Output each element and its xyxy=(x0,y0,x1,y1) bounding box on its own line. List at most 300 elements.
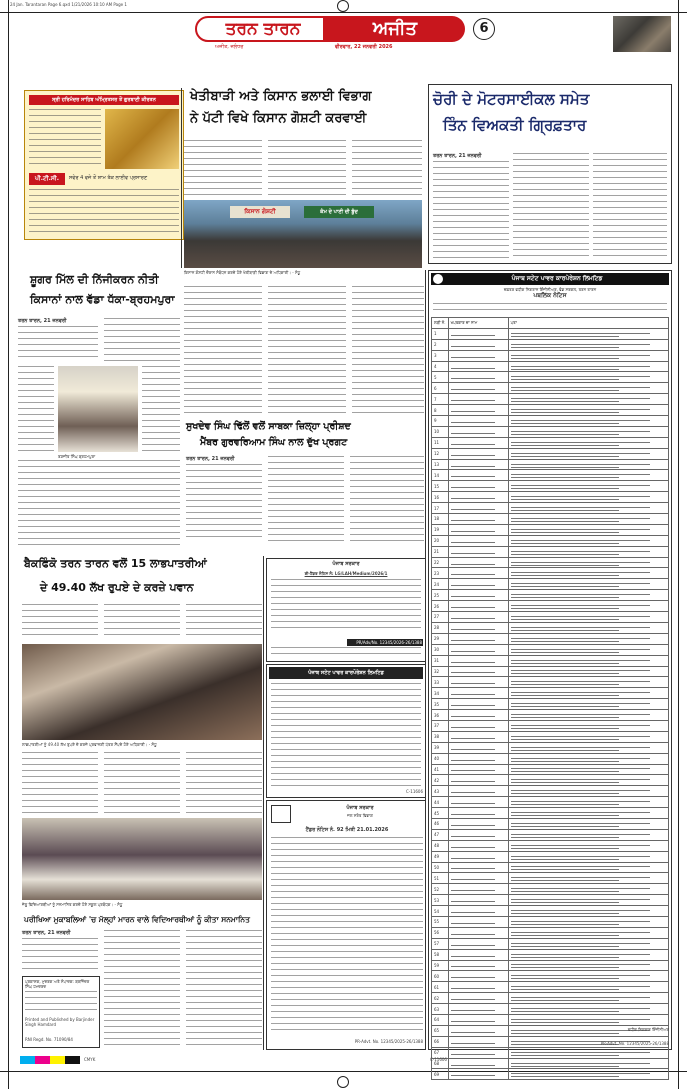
pspcl-row-name xyxy=(448,1036,508,1047)
pspcl-row-name xyxy=(448,448,508,459)
promo-title: ਸ੍ਰੀ ਹਰਿਮੰਦਰ ਸਾਹਿਬ ਅੰਮ੍ਰਿਤਸਰ ਤੋਂ ਗੁਰਬਾਣੀ ਕੀਰਤਨ xyxy=(29,95,179,105)
pspcl-row-address xyxy=(508,699,668,710)
pspcl-table-row xyxy=(432,699,669,710)
promo-more-text xyxy=(29,189,179,235)
theft-story-box xyxy=(428,84,672,264)
pspcl-row-serial: 33 xyxy=(432,677,449,688)
pspcl-row-serial: 14 xyxy=(432,470,449,481)
pspcl-row-name xyxy=(448,916,508,927)
pspcl-row-address xyxy=(508,372,668,383)
pspcl-table-row xyxy=(432,481,669,492)
pspcl-row-serial: 30 xyxy=(432,644,449,655)
pspcl-row-serial: 51 xyxy=(432,873,449,884)
pspcl-table-row xyxy=(432,851,669,862)
pspcl-row-address xyxy=(508,895,668,906)
pspcl-row-serial: 27 xyxy=(432,612,449,623)
golden-temple-photo xyxy=(105,109,179,169)
farmers-col-1 xyxy=(184,140,262,198)
pspcl-row-name xyxy=(448,742,508,753)
pspcl-row-serial: 38 xyxy=(432,731,449,742)
pspcl-row-serial: 52 xyxy=(432,884,449,895)
pspcl-row-name xyxy=(448,328,508,339)
pspcl-row-name xyxy=(448,982,508,993)
pspcl-row-serial: 5 xyxy=(432,372,449,383)
pspcl-row-serial: 47 xyxy=(432,829,449,840)
pspcl-row-address xyxy=(508,514,668,525)
pspcl-row-address xyxy=(508,916,668,927)
pspcl-row-name xyxy=(448,1004,508,1015)
pspcl-row-address xyxy=(508,982,668,993)
tender-1-notice: ਈ-ਟੈਂਡਰ ਨੋਟਿਸ ਨੰ: LG/LAH/Medium/2026/1 xyxy=(304,571,388,576)
pspcl-row-name xyxy=(448,503,508,514)
pspcl-row-name xyxy=(448,622,508,633)
sugar-headline-2: ਕਿਸਾਨਾਂ ਨਾਲ ਵੱਡਾ ਧੱਕਾ-ਬ੍ਰਹਮਪੁਰਾ xyxy=(30,293,175,306)
pspcl-row-address xyxy=(508,960,668,971)
pspcl-row-serial: 21 xyxy=(432,546,449,557)
pspcl-row-address xyxy=(508,1069,668,1080)
theft-headline-1: ਚੋਰੀ ਦੇ ਮੋਟਰਸਾਈਕਲ ਸਮੇਤ xyxy=(433,90,590,108)
pspcl-row-name xyxy=(448,862,508,873)
pspcl-table-row xyxy=(432,633,669,644)
column-rule-2 xyxy=(263,556,264,1050)
masthead-photo xyxy=(613,16,671,52)
pspcl-row-serial: 19 xyxy=(432,524,449,535)
farmers-photo xyxy=(184,200,422,268)
pspcl-row-address xyxy=(508,622,668,633)
pspcl-table-row xyxy=(432,873,669,884)
imprint-line-2: Printed and Published by Barjinder Singh Hamdard xyxy=(25,1017,95,1027)
bank-col-4 xyxy=(22,752,98,814)
pspcl-table-row xyxy=(432,775,669,786)
pspcl-table-row xyxy=(432,601,669,612)
pspcl-row-address xyxy=(508,971,668,982)
pspcl-row-serial: 56 xyxy=(432,927,449,938)
bank-col-5 xyxy=(104,752,180,814)
govt-tender-ad-1 xyxy=(266,558,426,662)
pspcl-table-row xyxy=(432,731,669,742)
pspcl-row-name xyxy=(448,546,508,557)
condolence-headline-2: ਮੈਂਬਰ ਗੁਰਵਰਿਆਮ ਸਿੰਘ ਨਾਲ ਦੁੱਖ ਪ੍ਰਗਟ xyxy=(200,437,348,448)
pspcl-row-serial: 40 xyxy=(432,753,449,764)
sugar-col-bottom xyxy=(18,460,180,550)
theft-headline-2: ਤਿੰਨ ਵਿਅਕਤੀ ਗ੍ਰਿਫ਼ਤਾਰ xyxy=(443,116,587,134)
pspcl-table-row xyxy=(432,535,669,546)
pspcl-row-address xyxy=(508,546,668,557)
pspcl-row-name xyxy=(448,568,508,579)
pspcl-row-address xyxy=(508,873,668,884)
pspcl-col-header-2: ਖਪਤਕਾਰ ਦਾ ਨਾਮ xyxy=(448,318,508,329)
pspcl-table-row xyxy=(432,1069,669,1080)
pspcl-small-ad xyxy=(266,664,426,798)
tender-2-dept: ਜਲ ਸਰੋਤ ਵਿਭਾਗ xyxy=(347,813,373,818)
pspcl-subtitle: ਦਫ਼ਤਰ ਵਧੀਕ ਨਿਗਰਾਨ ਇੰਜੀਨੀਅਰ, ਵੰਡ ਸਰਕਲ, ਤਰਨ ਤਾਰਨ xyxy=(503,287,597,292)
pspcl-row-address xyxy=(508,655,668,666)
pspcl-table-row xyxy=(432,579,669,590)
pspcl-small-ref: C-11606 xyxy=(406,789,423,794)
pspcl-row-name xyxy=(448,535,508,546)
pspcl-table-row xyxy=(432,884,669,895)
pspcl-row-serial: 11 xyxy=(432,437,449,448)
pspcl-table-row xyxy=(432,797,669,808)
promo-body: ਸਵੇਰ 4 ਵਜੇ ਤੋਂ ਸ਼ਾਮ ਤੱਕ ਲਾਈਵ ਪ੍ਰਸਾਰਣ xyxy=(69,175,148,181)
tender-2-notice: ਟੈਂਡਰ ਨੋਟਿਸ ਨੰ. 92 ਮਿਤੀ 21.01.2026 xyxy=(305,827,389,833)
pspcl-row-name xyxy=(448,895,508,906)
pspcl-notice-title: ਪਬਲਿਕ ਨੋਟਿਸ xyxy=(533,292,567,299)
pspcl-row-serial: 16 xyxy=(432,492,449,503)
pspcl-row-serial: 59 xyxy=(432,960,449,971)
pspcl-row-serial: 18 xyxy=(432,514,449,525)
pspcl-row-serial: 12 xyxy=(432,448,449,459)
pspcl-row-serial: 45 xyxy=(432,808,449,819)
pspcl-row-name xyxy=(448,688,508,699)
theft-col-1 xyxy=(433,161,509,259)
print-slug: 24 Jan. Tarantaran Page 6.qxd 1/21/2026 10:10 AM Page 1 xyxy=(10,2,127,7)
sugar-col-2b xyxy=(142,366,180,456)
bank-col-6 xyxy=(186,752,262,814)
pspcl-table-row xyxy=(432,470,669,481)
tender-1-header: ਪੰਜਾਬ ਸਰਕਾਰ xyxy=(332,561,360,567)
pspcl-row-name xyxy=(448,481,508,492)
pspcl-row-serial: 46 xyxy=(432,818,449,829)
pspcl-table-row xyxy=(432,655,669,666)
pspcl-table-row xyxy=(432,644,669,655)
pspcl-row-name xyxy=(448,426,508,437)
pspcl-row-name xyxy=(448,601,508,612)
pspcl-row-serial: 7 xyxy=(432,394,449,405)
pspcl-row-address xyxy=(508,742,668,753)
pspcl-row-serial: 29 xyxy=(432,633,449,644)
crop-line-left xyxy=(8,0,9,1089)
pspcl-table-row xyxy=(432,622,669,633)
pspcl-row-name xyxy=(448,906,508,917)
pspcl-ref: PR-Advt. No. 12345/2025-26/1388 xyxy=(600,1041,669,1046)
pspcl-row-serial: 69 xyxy=(432,1069,449,1080)
brahmpura-photo xyxy=(58,366,138,452)
pspcl-table-row xyxy=(432,514,669,525)
pspcl-row-name xyxy=(448,633,508,644)
pspcl-signature: ਵਧੀਕ ਨਿਗਰਾਨ ਇੰਜੀਨੀਅਰ xyxy=(627,1027,669,1032)
pspcl-row-name xyxy=(448,416,508,427)
pspcl-row-address xyxy=(508,677,668,688)
pspcl-table-row xyxy=(432,339,669,350)
pspcl-table-row xyxy=(432,818,669,829)
column-rule-3 xyxy=(425,270,426,1050)
pspcl-table-row xyxy=(432,982,669,993)
masthead-date: ਵੀਰਵਾਰ, 22 ਜਨਵਰੀ 2026 xyxy=(335,44,393,50)
pspcl-table-row xyxy=(432,971,669,982)
pspcl-row-address xyxy=(508,601,668,612)
pspcl-row-name xyxy=(448,808,508,819)
pspcl-row-serial: 8 xyxy=(432,405,449,416)
pspcl-row-serial: 26 xyxy=(432,601,449,612)
pspcl-row-name xyxy=(448,851,508,862)
pspcl-row-serial: 67 xyxy=(432,1047,449,1058)
pspcl-row-address xyxy=(508,753,668,764)
condolence-col-2 xyxy=(268,456,344,542)
pspcl-row-name xyxy=(448,775,508,786)
pspcl-row-serial: 65 xyxy=(432,1025,449,1036)
pspcl-table-row xyxy=(432,568,669,579)
imprint-box xyxy=(22,976,100,1048)
pspcl-row-name xyxy=(448,644,508,655)
pspcl-table-row xyxy=(432,350,669,361)
pspcl-row-serial: 37 xyxy=(432,720,449,731)
pspcl-row-name xyxy=(448,949,508,960)
pspcl-row-address xyxy=(508,437,668,448)
pspcl-table-row xyxy=(432,1004,669,1015)
mid-col-1 xyxy=(184,286,262,416)
pspcl-row-name xyxy=(448,699,508,710)
sugar-dateline: ਤਰਨ ਤਾਰਨ, 21 ਜਨਵਰੀ xyxy=(18,318,67,324)
pspcl-row-name xyxy=(448,514,508,525)
pspcl-row-name xyxy=(448,372,508,383)
footer-right-code: C-11606 xyxy=(430,1057,447,1062)
condolence-col-3 xyxy=(350,456,424,542)
students-dateline: ਤਰਨ ਤਾਰਨ, 21 ਜਨਵਰੀ xyxy=(22,930,71,936)
pspcl-logo-icon xyxy=(433,274,443,284)
pspcl-row-name xyxy=(448,938,508,949)
students-col-1 xyxy=(22,938,98,972)
pspcl-table-row xyxy=(432,808,669,819)
pspcl-row-address xyxy=(508,797,668,808)
pspcl-row-serial: 23 xyxy=(432,568,449,579)
pspcl-row-name xyxy=(448,666,508,677)
pspcl-table-row xyxy=(432,840,669,851)
pspcl-row-serial: 28 xyxy=(432,622,449,633)
bank-caption: ਲਾਭਪਾਤਰੀਆਂ ਨੂੰ 49.40 ਲੱਖ ਰੁਪਏ ਦੇ ਕਰਜ਼ੇ ਪ੍ਰਵਾਨਗੀ ਪੱਤਰ ਸੌਂਪਦੇ ਹੋਏ ਅਧਿਕਾਰੀ। - ਸੰਧੂ xyxy=(22,742,157,747)
pspcl-table-row xyxy=(432,426,669,437)
pspcl-row-serial: 64 xyxy=(432,1015,449,1026)
pspcl-row-address xyxy=(508,459,668,470)
pspcl-row-address xyxy=(508,644,668,655)
pspcl-row-name xyxy=(448,677,508,688)
pspcl-table-row xyxy=(432,666,669,677)
pspcl-table-row xyxy=(432,590,669,601)
pspcl-row-address xyxy=(508,764,668,775)
pspcl-table-row xyxy=(432,459,669,470)
pspcl-row-name xyxy=(448,720,508,731)
students-col-3 xyxy=(186,930,262,1048)
color-strip-label: CMYK xyxy=(84,1057,96,1062)
registration-mark-bottom xyxy=(337,1076,349,1088)
pspcl-row-name xyxy=(448,840,508,851)
pspcl-row-address xyxy=(508,579,668,590)
pspcl-small-title: ਪੰਜਾਬ ਸਟੇਟ ਪਾਵਰ ਕਾਰਪੋਰੇਸ਼ਨ ਲਿਮਟਿਡ xyxy=(269,667,423,679)
pspcl-row-serial: 22 xyxy=(432,557,449,568)
pspcl-row-name xyxy=(448,753,508,764)
pspcl-row-address xyxy=(508,426,668,437)
sugar-caption: ਰਣਜੀਤ ਸਿੰਘ ਬ੍ਰਹਮਪੁਰਾ xyxy=(58,454,96,459)
pspcl-row-address xyxy=(508,884,668,895)
pspcl-table-row xyxy=(432,960,669,971)
pspcl-row-serial: 68 xyxy=(432,1058,449,1069)
column-rule-1 xyxy=(181,88,182,268)
pspcl-table-row xyxy=(432,1015,669,1026)
pspcl-row-name xyxy=(448,394,508,405)
pspcl-row-address xyxy=(508,416,668,427)
pspcl-row-address xyxy=(508,818,668,829)
pspcl-table-row xyxy=(432,437,669,448)
pspcl-row-name xyxy=(448,557,508,568)
farmers-banner-1: ਕਿਸਾਨ ਗੋਸ਼ਟੀ xyxy=(230,206,290,218)
pspcl-table-row xyxy=(432,328,669,339)
pspcl-row-serial: 24 xyxy=(432,579,449,590)
pspcl-row-address xyxy=(508,470,668,481)
pspcl-row-name xyxy=(448,361,508,372)
pspcl-table-row xyxy=(432,938,669,949)
pspcl-row-name xyxy=(448,786,508,797)
condolence-col-1 xyxy=(186,464,262,542)
pspcl-table-row xyxy=(432,753,669,764)
pspcl-row-name xyxy=(448,818,508,829)
pspcl-row-address xyxy=(508,851,668,862)
pspcl-row-address xyxy=(508,328,668,339)
pspcl-title-bar xyxy=(431,273,669,285)
pspcl-row-serial: 44 xyxy=(432,797,449,808)
pspcl-row-name xyxy=(448,437,508,448)
pspcl-row-address xyxy=(508,383,668,394)
pspcl-row-address xyxy=(508,688,668,699)
pspcl-table-row xyxy=(432,612,669,623)
pspcl-row-serial: 62 xyxy=(432,993,449,1004)
pspcl-row-address xyxy=(508,1004,668,1015)
pspcl-row-name xyxy=(448,960,508,971)
pspcl-table-row xyxy=(432,405,669,416)
pspcl-row-serial: 9 xyxy=(432,416,449,427)
pspcl-row-name xyxy=(448,590,508,601)
pspcl-row-serial: 53 xyxy=(432,895,449,906)
pspcl-row-serial: 60 xyxy=(432,971,449,982)
mid-col-3 xyxy=(352,286,424,416)
pspcl-row-name xyxy=(448,470,508,481)
imprint-line-1: ਪ੍ਰਕਾਸ਼ਕ, ਮੁਦਰਕ ਅਤੇ ਸੰਪਾਦਕ: ਬਰਜਿੰਦਰ ਸਿੰਘ ਹਮਦਰਦ xyxy=(25,979,90,989)
tender-1-ref: PR/Adv/No. 12345/2026-26/1388 xyxy=(347,639,423,646)
mid-col-2 xyxy=(268,286,346,416)
pspcl-table-row xyxy=(432,688,669,699)
sugar-headline-1: ਸ਼ੂਗਰ ਮਿੱਲ ਦੀ ਨਿੱਜੀਕਰਨ ਨੀਤੀ xyxy=(30,273,159,286)
pspcl-row-address xyxy=(508,339,668,350)
pspcl-table-row xyxy=(432,503,669,514)
pspcl-row-address xyxy=(508,350,668,361)
bank-col-2 xyxy=(104,604,180,640)
color-strip xyxy=(20,1056,80,1064)
tender-2-ref: PR-Advt. No. 12345/2025-26/1388 xyxy=(354,1039,423,1044)
pspcl-row-name xyxy=(448,459,508,470)
pspcl-row-name xyxy=(448,339,508,350)
pspcl-row-address xyxy=(508,492,668,503)
pspcl-table-row xyxy=(432,492,669,503)
govt-emblem-icon xyxy=(271,805,291,823)
pspcl-table-row xyxy=(432,993,669,1004)
pspcl-row-name xyxy=(448,764,508,775)
pspcl-row-address xyxy=(508,775,668,786)
pspcl-table-row xyxy=(432,383,669,394)
pspcl-row-serial: 17 xyxy=(432,503,449,514)
pspcl-row-serial: 32 xyxy=(432,666,449,677)
pspcl-row-address xyxy=(508,503,668,514)
imprint-text xyxy=(25,991,97,1015)
pspcl-table-row xyxy=(432,895,669,906)
tender-1-text xyxy=(271,579,421,633)
pspcl-row-name xyxy=(448,884,508,895)
bank-photo xyxy=(22,644,262,740)
pspcl-table-row xyxy=(432,829,669,840)
bank-col-1 xyxy=(22,604,98,640)
bank-col-3 xyxy=(186,604,262,640)
pspcl-row-name xyxy=(448,655,508,666)
pspcl-row-name xyxy=(448,873,508,884)
masthead-title-right: ਅਜੀਤ xyxy=(372,18,418,39)
theft-col-2 xyxy=(513,153,589,259)
pspcl-table-row xyxy=(432,361,669,372)
pspcl-row-name xyxy=(448,383,508,394)
pspcl-row-address xyxy=(508,808,668,819)
pspcl-row-serial: 34 xyxy=(432,688,449,699)
pspcl-row-name xyxy=(448,927,508,938)
pspcl-row-serial: 49 xyxy=(432,851,449,862)
pspcl-table-row xyxy=(432,786,669,797)
pspcl-row-address xyxy=(508,949,668,960)
pspcl-row-serial: 43 xyxy=(432,786,449,797)
pspcl-table-row xyxy=(432,720,669,731)
pspcl-row-name xyxy=(448,731,508,742)
pspcl-row-serial: 36 xyxy=(432,710,449,721)
pspcl-row-serial: 48 xyxy=(432,840,449,851)
pspcl-table-row xyxy=(432,742,669,753)
pspcl-table-row xyxy=(432,710,669,721)
theft-dateline: ਤਰਨ ਤਾਰਨ, 21 ਜਨਵਰੀ xyxy=(433,153,482,159)
pspcl-row-serial: 42 xyxy=(432,775,449,786)
pspcl-row-address xyxy=(508,633,668,644)
masthead-title-left: ਤਰਨ ਤਾਰਨ xyxy=(225,19,301,39)
pspcl-row-name xyxy=(448,1015,508,1026)
tender-1-footer xyxy=(271,647,421,659)
pspcl-row-address xyxy=(508,394,668,405)
pspcl-row-serial: 13 xyxy=(432,459,449,470)
pspcl-row-serial: 6 xyxy=(432,383,449,394)
pspcl-row-address xyxy=(508,993,668,1004)
pspcl-row-serial: 31 xyxy=(432,655,449,666)
registration-mark-top xyxy=(337,0,349,12)
pspcl-row-address xyxy=(508,840,668,851)
pspcl-row-name xyxy=(448,579,508,590)
govt-tender-ad-2 xyxy=(266,800,426,1050)
pspcl-row-address xyxy=(508,720,668,731)
pspcl-row-serial: 1 xyxy=(432,328,449,339)
pspcl-row-address xyxy=(508,731,668,742)
pspcl-table-row xyxy=(432,416,669,427)
pspcl-row-name xyxy=(448,612,508,623)
pspcl-row-serial: 2 xyxy=(432,339,449,350)
masthead-edition: ਅਜੀਤ, ਜਲੰਧਰ xyxy=(215,44,244,50)
pspcl-row-serial: 20 xyxy=(432,535,449,546)
pspcl-row-serial: 61 xyxy=(432,982,449,993)
students-col-2 xyxy=(104,930,180,1048)
pspcl-table-row xyxy=(432,927,669,938)
pspcl-table-row xyxy=(432,394,669,405)
pspcl-table-row xyxy=(432,764,669,775)
pspcl-row-address xyxy=(508,1047,668,1058)
pspcl-row-name xyxy=(448,492,508,503)
pspcl-row-name xyxy=(448,993,508,1004)
pspcl-row-address xyxy=(508,448,668,459)
pspcl-row-serial: 39 xyxy=(432,742,449,753)
pspcl-row-name xyxy=(448,350,508,361)
pspcl-row-name xyxy=(448,829,508,840)
pspcl-row-address xyxy=(508,361,668,372)
pspcl-row-address xyxy=(508,906,668,917)
pspcl-row-serial: 3 xyxy=(432,350,449,361)
